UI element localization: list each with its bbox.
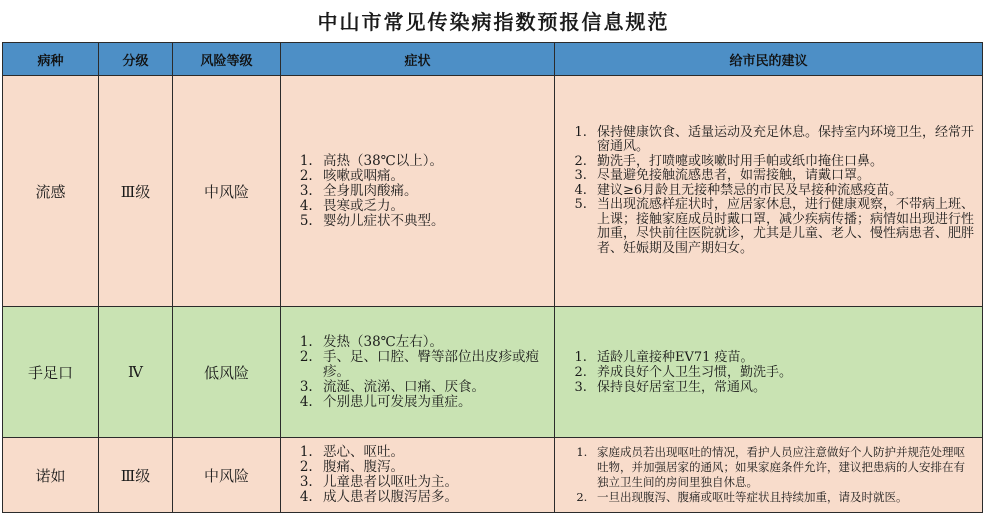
advice-list <box>565 126 976 257</box>
list-item: 1. 保持健康饮食、适量运动及充足休息。保持室内环境卫生，经常开窗通风。 <box>591 126 976 155</box>
disease-cell: 诺如 <box>3 438 99 513</box>
table-row-norovirus <box>3 438 983 513</box>
list-item: 2. 勤洗手，打喷嚏或咳嗽时用手帕或纸巾掩住口鼻。 <box>591 155 976 170</box>
grade-cell: Ⅲ级 <box>99 438 173 513</box>
risk-cell: 中风险 <box>173 76 281 307</box>
grade-cell: Ⅳ <box>99 307 173 438</box>
list-item: 3. 流涎、流涕、口痛、厌食。 <box>317 380 548 395</box>
advice-cell <box>555 438 983 513</box>
symptoms-list <box>291 335 548 410</box>
list-item: 1. 家庭成员若出现呕吐的情况，看护人员应注意做好个人防护并规范处理呕吐物，并加强居家的通风；如果家庭条件允许，建议把患病的人安排在有独立卫生间的房间里独自休息。 <box>591 445 976 490</box>
list-item: 3. 尽量避免接触流感患者，如需接触，请戴口罩。 <box>591 169 976 184</box>
list-item: 1. 适龄儿童接种EV71 疫苗。 <box>591 350 976 365</box>
symptoms-cell <box>281 438 555 513</box>
info-table <box>2 42 983 513</box>
list-item: 3. 儿童患者以呕吐为主。 <box>317 475 548 490</box>
table-row-hfmd <box>3 307 983 438</box>
list-item: 2. 一旦出现腹泻、腹痛或呕吐等症状且持续加重，请及时就医。 <box>591 490 976 505</box>
advice-cell <box>555 307 983 438</box>
disease-cell: 手足口 <box>3 307 99 438</box>
grade-cell: Ⅲ级 <box>99 76 173 307</box>
header-risk: 风险等级 <box>173 43 281 76</box>
page-title: 中山市常见传染病指数预报信息规范 <box>317 10 670 34</box>
table-row-flu <box>3 76 983 307</box>
list-item: 4. 个别患儿可发展为重症。 <box>317 395 548 410</box>
header-symptoms: 症状 <box>281 43 555 76</box>
header-disease: 病种 <box>3 43 99 76</box>
symptoms-list <box>291 445 548 505</box>
list-item: 1. 恶心、呕吐。 <box>317 445 548 460</box>
symptoms-list <box>291 154 548 229</box>
list-item: 3. 全身肌肉酸痛。 <box>317 184 548 199</box>
list-item: 4. 建议≥6月龄且无接种禁忌的市民及早接种流感疫苗。 <box>591 184 976 199</box>
list-item: 3. 保持良好居室卫生，常通风。 <box>591 380 976 395</box>
risk-cell: 低风险 <box>173 307 281 438</box>
list-item: 1. 高热（38℃以上）。 <box>317 154 548 169</box>
advice-cell <box>555 76 983 307</box>
list-item: 5. 婴幼儿症状不典型。 <box>317 214 548 229</box>
list-item: 2. 养成良好个人卫生习惯，勤洗手。 <box>591 365 976 380</box>
risk-cell: 中风险 <box>173 438 281 513</box>
advice-list <box>565 445 976 505</box>
symptoms-cell <box>281 76 555 307</box>
list-item: 2. 腹痛、腹泻。 <box>317 460 548 475</box>
list-item: 4. 畏寒或乏力。 <box>317 199 548 214</box>
list-item: 4. 成人患者以腹泻居多。 <box>317 490 548 505</box>
list-item: 1. 发热（38℃左右）。 <box>317 335 548 350</box>
list-item: 5. 当出现流感样症状时，应居家休息，进行健康观察，不带病上班、上课；接触家庭成员时戴口罩，减少疾病传播；病情如出现进行性加重，尽快前往医院就诊，尤其是儿童、老人、慢性病患者、肥胖者、妊娠期及围产期妇女。 <box>591 198 976 256</box>
header-advice: 给市民的建议 <box>555 43 983 76</box>
advice-list <box>565 350 976 395</box>
list-item: 2. 咳嗽或咽痛。 <box>317 169 548 184</box>
symptoms-cell <box>281 307 555 438</box>
list-item: 2. 手、足、口腔、臀等部位出皮疹或疱疹。 <box>317 350 548 380</box>
header-grade: 分级 <box>99 43 173 76</box>
table-header-row <box>3 43 983 76</box>
disease-cell: 流感 <box>3 76 99 307</box>
